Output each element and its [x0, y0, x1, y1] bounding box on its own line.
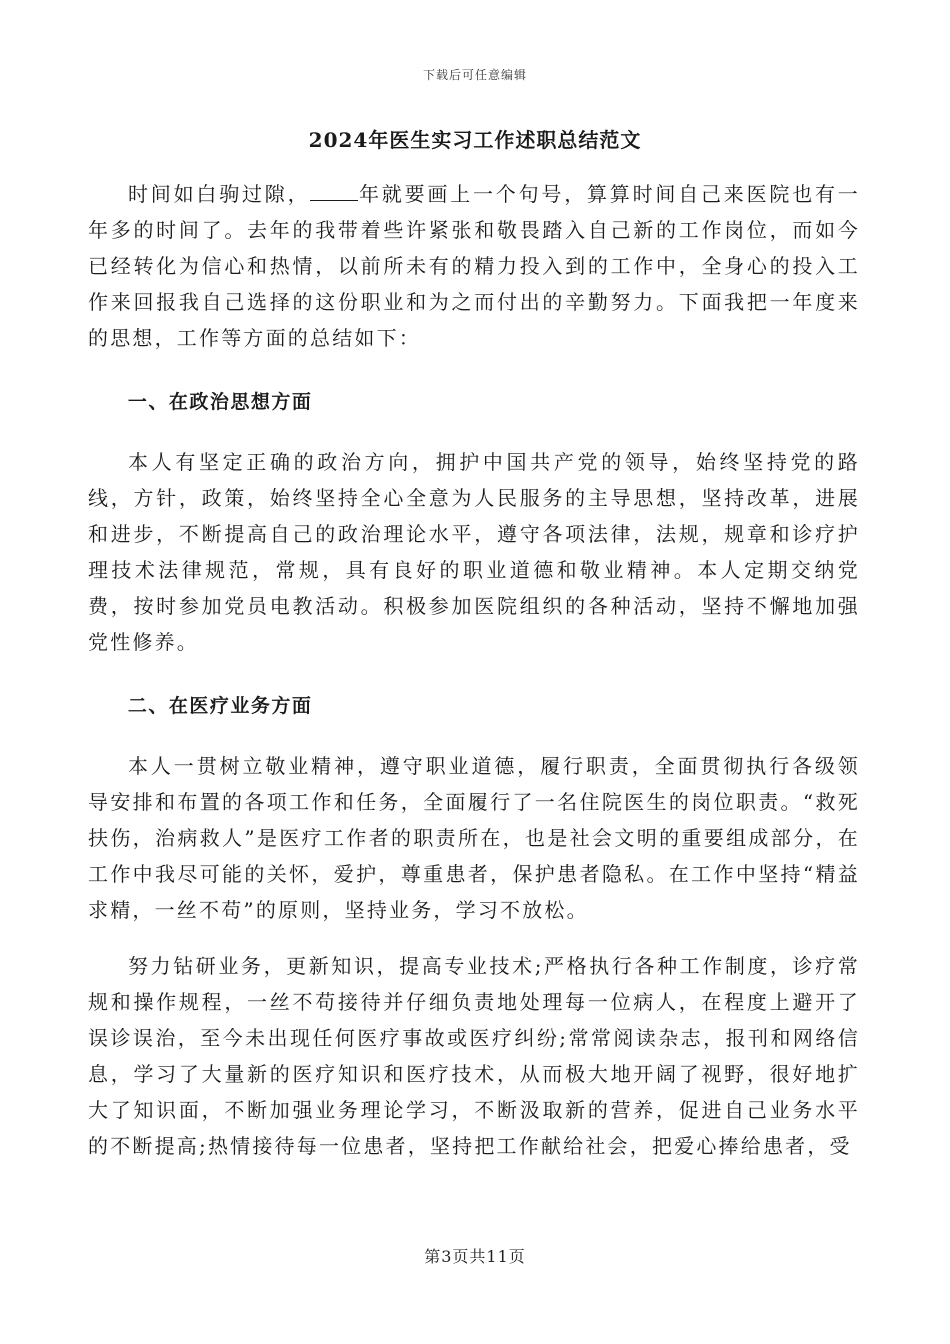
intro-text-before-blank: 时间如白驹过隙，	[128, 182, 311, 206]
page-number-footer: 第3页共11页	[424, 1247, 526, 1266]
intro-paragraph	[88, 176, 860, 356]
section-paragraph: 本人有坚定正确的政治方向，拥护中国共产党的领导，始终坚持党的路线，方针，政策，始终坚持全心全意为人民服务的主导思想，坚持改革，进展和进步，不断提高自己的政治理论水平，遵守各项法律，法规，规章和诊疗护理技术法律规范，常规，具有良好的职业道德和敬业精神。本人定期交纳党费，按时参加党员电教活动。积极参加医院组织的各种活动，坚持不懈地加强党性修养。	[88, 450, 860, 654]
header-note: 下载后可任意编辑	[422, 68, 527, 82]
fill-in-blank	[310, 184, 358, 201]
document-title: 2024年医生实习工作述职总结范文	[308, 128, 642, 152]
section-heading-medical: 二、在医疗业务方面	[127, 695, 313, 717]
section-paragraph: 本人一贯树立敬业精神，遵守职业道德，履行职责，全面贯彻执行各级领导安排和布置的各项工作和任务，全面履行了一名住院医生的岗位职责。“救死扶伤，治病救人”是医疗工作者的职责所在，也是社会文明的重要组成部分，在工作中我尽可能的关怀，爱护，尊重患者，保护患者隐私。在工作中坚持“精益求精，一丝不苟”的原则，坚持业务，学习不放松。	[88, 754, 860, 922]
section-heading-political: 一、在政治思想方面	[127, 391, 313, 413]
document-body	[88, 176, 860, 1164]
intro-text-after-blank: 年就要画上一个句号，算算时间自己来医院也有一年多的时间了。去年的我带着些许紧张和敬畏踏入自己新的工作岗位，而如今已经转化为信心和热情，以前所未有的精力投入到的工作中，全身心的投入工作来回报我自己选择的这份职业和为之而付出的辛勤努力。下面我把一年度来的思想，工作等方面的总结如下：	[88, 182, 860, 350]
section-paragraph: 努力钻研业务，更新知识，提高专业技术;严格执行各种工作制度，诊疗常规和操作规程，一丝不苟接待并仔细负责地处理每一位病人，在程度上避开了误诊误治，至今未出现任何医疗事故或医疗纠纷;常常阅读杂志，报刊和网络信息，学习了大量新的医疗知识和医疗技术，从而极大地开阔了视野，很好地扩大了知识面，不断加强业务理论学习，不断汲取新的营养，促进自己业务水平的不断提高;热情接待每一位患者，坚持把工作献给社会，把爱心捧给患者，受	[88, 954, 860, 1158]
